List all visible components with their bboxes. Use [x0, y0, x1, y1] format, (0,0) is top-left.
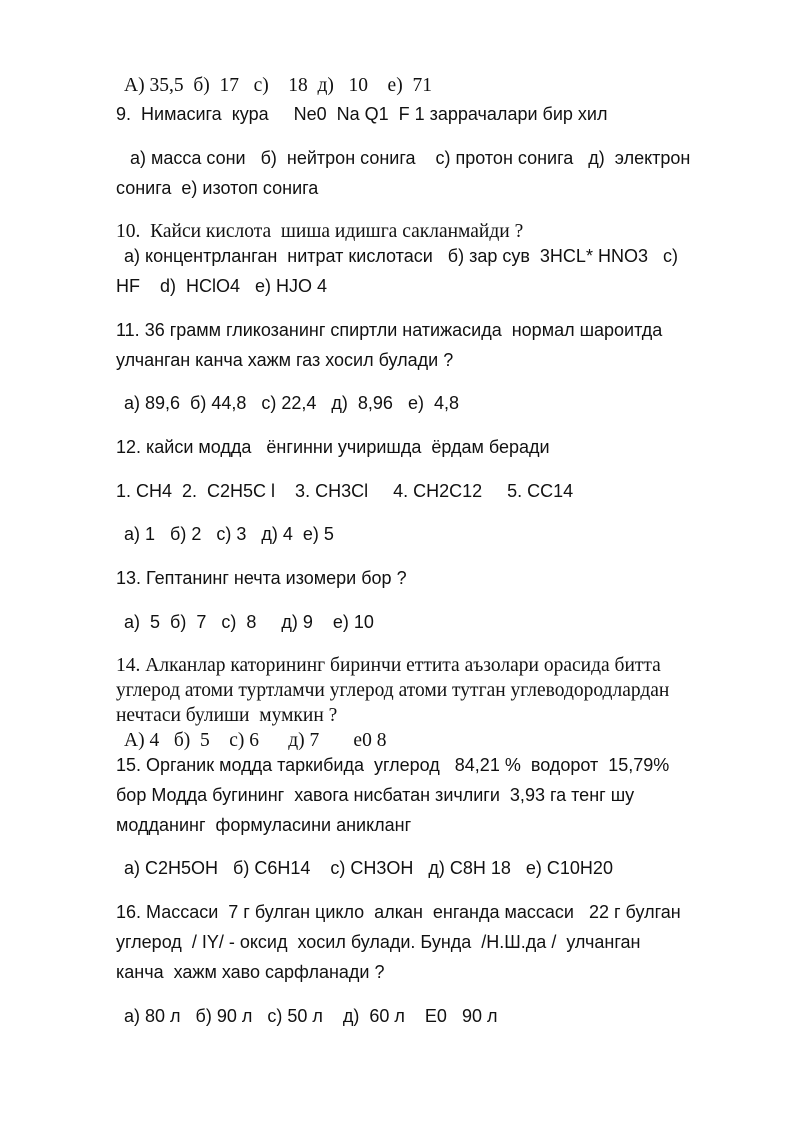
q9-question: 9. Нимасига кура Ne0 Na Q1 F 1 заррачалари бир хил: [116, 104, 608, 124]
q8-answers: А) 35,5 б) 17 с) 18 д) 10 е) 71: [124, 75, 432, 96]
q15-question-line3: модданинг формуласини аникланг: [116, 815, 412, 835]
q9-answers-line2: сонига е) изотоп сонига: [116, 178, 319, 198]
q16-question-line2: углерод / IY/ - оксид хосил булади. Бунда /Н.Ш.да / улчанган: [116, 932, 641, 952]
q16-answers: а) 80 л б) 90 л с) 50 л д) 60 л Е0 90 л: [124, 1006, 498, 1026]
q15-answers: а) C2H5OH б) C6H14 с) CH3OH д) C8H 18 е) C10H20: [124, 858, 613, 878]
q14-question-line2: углерод атоми туртламчи углерод атоми тутган углеводородлардан: [116, 680, 670, 701]
q14-answers: А) 4 б) 5 с) 6 д) 7 е0 8: [124, 730, 387, 751]
q11-question-line1: 11. 36 грамм гликозанинг спиртли натижасида нормал шароитда: [116, 320, 663, 340]
q15-question-line2: бор Модда бугининг хавога нисбатан зичлиги 3,93 га тенг шу: [116, 785, 635, 805]
q10-answers-line2: HF d) HClO4 e) HJO 4: [116, 276, 328, 296]
q16-question-line1: 16. Массаси 7 г булган цикло алкан енганда массаси 22 г булган: [116, 902, 681, 922]
q11-answers: а) 89,6 б) 44,8 с) 22,4 д) 8,96 е) 4,8: [124, 393, 459, 413]
q10-answers-line1: а) концентрланган нитрат кислотаси б) зар сув 3HCL* HNO3 c): [124, 246, 678, 266]
q16-question-line3: канча хажм хаво сарфланади ?: [116, 962, 385, 982]
q11-question-line2: улчанган канча хажм газ хосил булади ?: [116, 350, 454, 370]
q15-question-line1: 15. Органик модда таркибида углерод 84,21 % водорот 15,79%: [116, 755, 670, 775]
q13-answers: а) 5 б) 7 с) 8 д) 9 е) 10: [124, 612, 374, 632]
q12-answers: а) 1 б) 2 с) 3 д) 4 е) 5: [124, 524, 334, 544]
q10-question: 10. Кайси кислота шиша идишга сакланмайди ?: [116, 221, 524, 242]
q14-question-line1: 14. Алканлар каторининг биринчи еттита аъзолари орасида битта: [116, 655, 661, 676]
q12-options: 1. CH4 2. C2H5C l 3. CH3Cl 4. CH2C12 5. CC14: [116, 481, 574, 501]
q12-question: 12. кайси модда ёнгинни учиришда ёрдам беради: [116, 437, 550, 457]
q9-answers-line1: а) масса сони б) нейтрон сонига с) протон сонига д) электрон: [130, 148, 691, 168]
q13-question: 13. Гептанинг нечта изомери бор ?: [116, 568, 407, 588]
q14-question-line3: нечтаси булиши мумкин ?: [116, 705, 338, 726]
